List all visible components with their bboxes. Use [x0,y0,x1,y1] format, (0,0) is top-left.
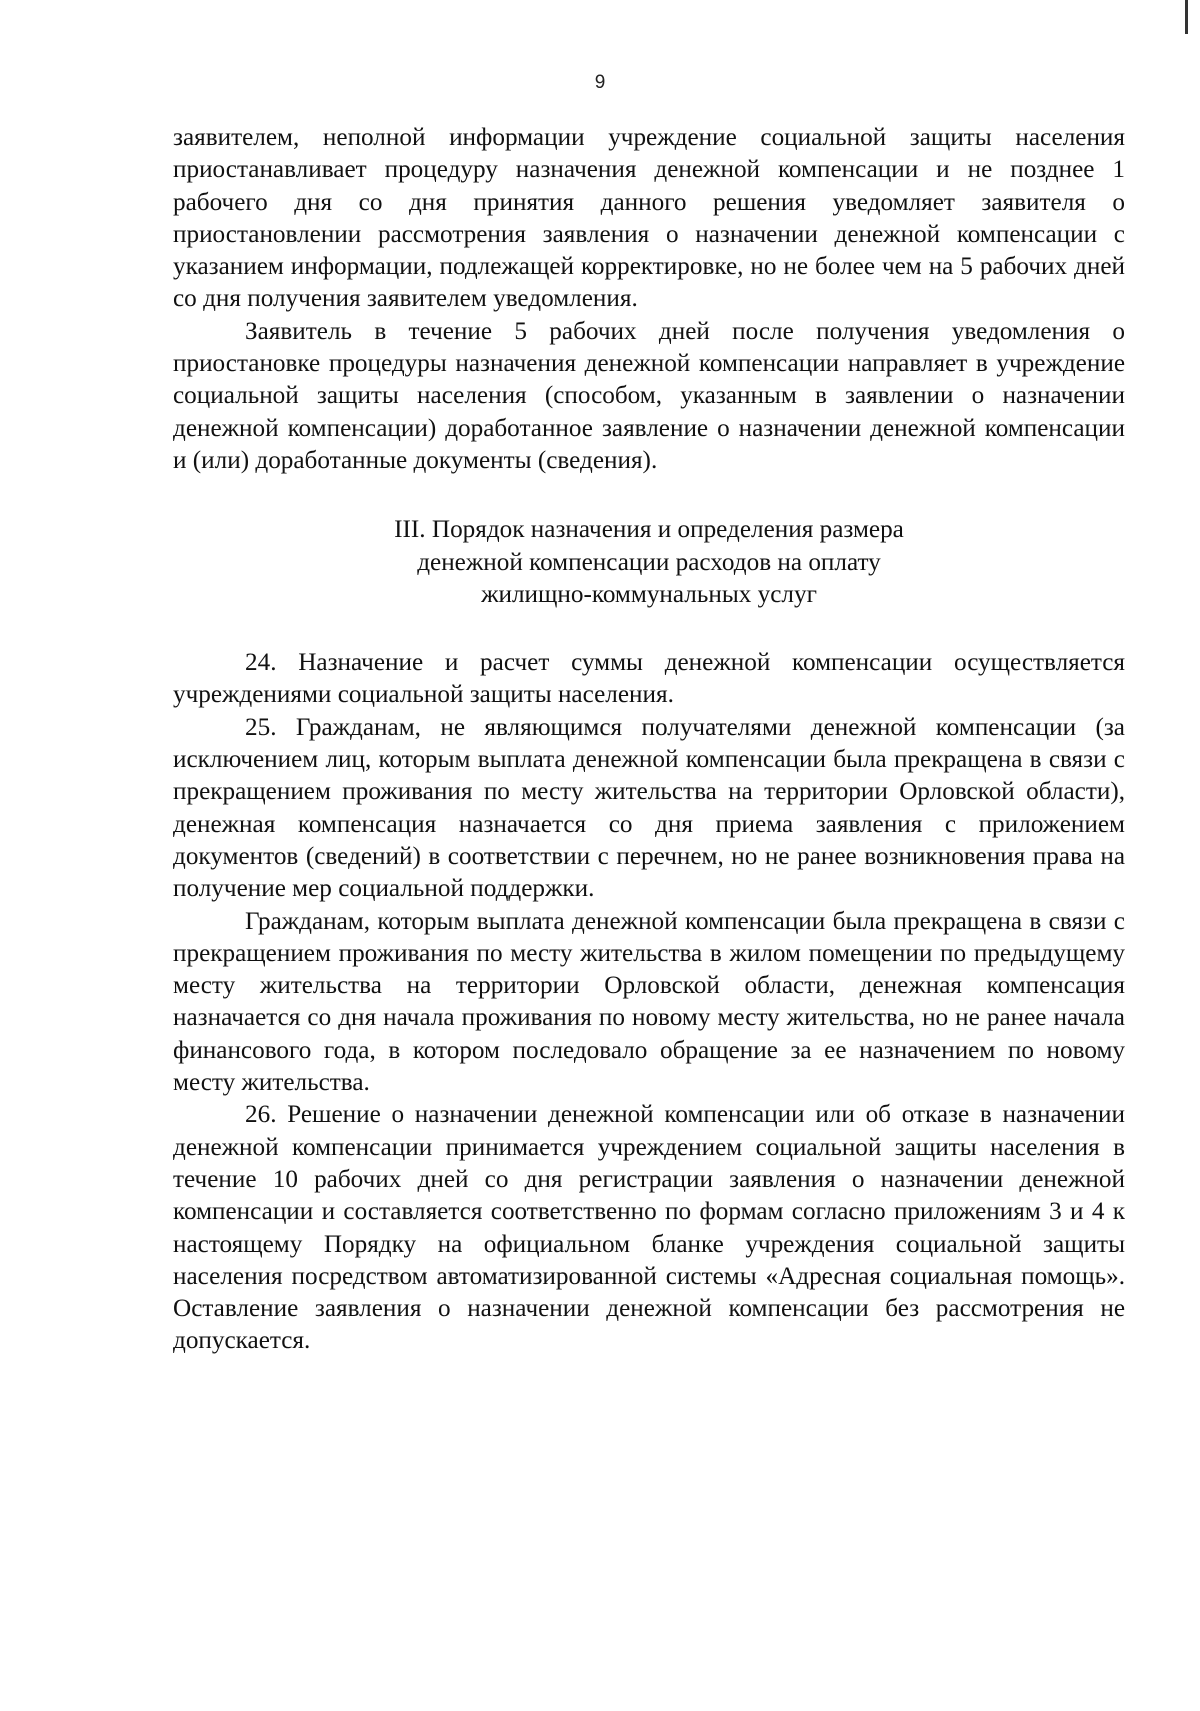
section-heading [173,514,1125,611]
paragraph-item-25: 25. Гражданам, не являющимся получателями денежной компенсации (за исключением лиц, которым выплата денежной компенсации была прекращена в связи с прекращением проживания по месту жительства на территории Орловской области), денежная компенсация назначается со дня приема заявления с приложением документов (сведений) в соответствии с перечнем, но не ранее возникновения права на получение мер социальной поддержки. [173,713,1125,903]
document-body [173,122,1125,1358]
paragraph-item-25-continued: Гражданам, которым выплата денежной компенсации была прекращена в связи с прекращением проживания по месту жительства в жилом помещении по предыдущему месту жительства на территории Орловской области, денежная компенсация назначается со дня начала проживания по новому месту жительства, но не ранее начала финансового года, в котором последовало обращение за ее назначением по новому месту жительства. [173,907,1125,1097]
scan-edge-mark [1185,0,1188,34]
page-number: 9 [594,72,606,93]
section-heading-line-1: III. Порядок назначения и определения размера [394,516,904,544]
section-heading-line-2: денежной компенсации расходов на оплату [417,548,881,576]
paragraph-continuation: заявителем, неполной информации учреждение социальной защиты населения приостанавливает процедуру назначения денежной компенсации и не позднее 1 рабочего дня со дня принятия данного решения уведомляет заявителя о приостановлении рассмотрения заявления о назначении денежной компенсации с указанием информации, подлежащей корректировке, но не более чем на 5 рабочих дней со дня получения заявителем уведомления. [173,124,1125,313]
paragraph-item-24: 24. Назначение и расчет суммы денежной компенсации осуществляется учреждениями социальной защиты населения. [173,649,1125,709]
paragraph-applicant-resubmission: Заявитель в течение 5 рабочих дней после получения уведомления о приостановке процедуры назначения денежной компенсации направляет в учреждение социальной защиты населения (способом, указанным в заявлении о назначении денежной компенсации) доработанное заявление о назначении денежной компенсации и (или) доработанные документы (сведения). [173,317,1125,474]
section-heading-line-3: жилищно-коммунальных услуг [481,580,817,608]
paragraph-item-26: 26. Решение о назначении денежной компенсации или об отказе в назначении денежной компенсации принимается учреждением социальной защиты населения в течение 10 рабочих дней со дня регистрации заявления о назначении денежной компенсации и составляется соответственно по формам согласно приложениям 3 и 4 к настоящему Порядку на официальном бланке учреждения социальной защиты населения посредством автоматизированной системы «Адресная социальная помощь». Оставление заявления о назначении денежной компенсации без рассмотрения не допускается. [173,1101,1125,1355]
